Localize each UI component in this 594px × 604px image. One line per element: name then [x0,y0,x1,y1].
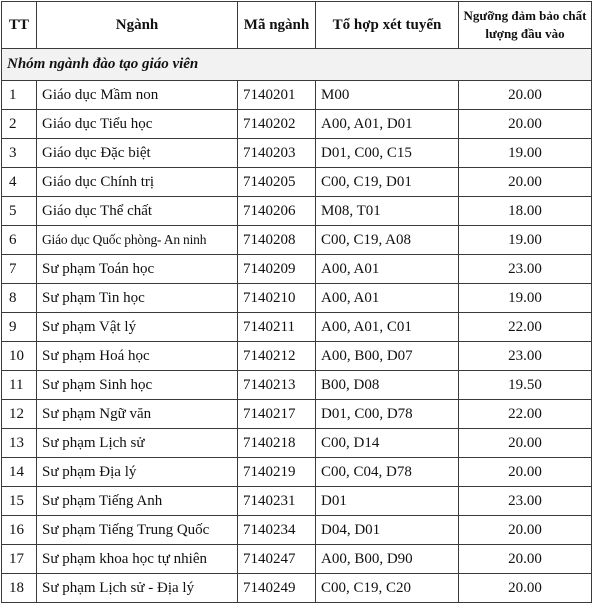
table-row [2,139,592,168]
row-number: 2 [2,110,37,139]
major-code: 7140201 [238,81,316,110]
major-code: 7140247 [238,545,316,574]
table-row [2,255,592,284]
subject-combination: C00, D14 [316,429,459,458]
row-number: 5 [2,197,37,226]
major-code: 7140219 [238,458,316,487]
table-row [2,226,592,255]
major-name: Sư phạm Ngữ văn [37,400,238,429]
subject-combination: A00, B00, D90 [316,545,459,574]
header-tt: TT [2,2,37,49]
major-code: 7140211 [238,313,316,342]
row-number: 9 [2,313,37,342]
table-body [2,49,592,603]
major-code: 7140213 [238,371,316,400]
header-row [2,2,592,49]
table-row [2,284,592,313]
major-code: 7140234 [238,516,316,545]
row-number: 15 [2,487,37,516]
major-name: Sư phạm khoa học tự nhiên [37,545,238,574]
major-name: Sư phạm Sinh học [37,371,238,400]
table-row [2,487,592,516]
subject-combination: C00, C19, A08 [316,226,459,255]
table-row [2,458,592,487]
major-name: Sư phạm Tiếng Trung Quốc [37,516,238,545]
subject-combination: C00, C04, D78 [316,458,459,487]
subject-combination: M08, T01 [316,197,459,226]
subject-combination: C00, C19, D01 [316,168,459,197]
subject-combination: M00 [316,81,459,110]
major-name: Sư phạm Tiếng Anh [37,487,238,516]
threshold-score: 20.00 [459,545,592,574]
major-name: Sư phạm Lịch sử - Địa lý [37,574,238,603]
table-row [2,371,592,400]
subject-combination: A00, A01 [316,284,459,313]
major-name: Sư phạm Lịch sử [37,429,238,458]
row-number: 14 [2,458,37,487]
header-code: Mã ngành [238,2,316,49]
threshold-score: 23.00 [459,255,592,284]
major-name: Sư phạm Địa lý [37,458,238,487]
subject-combination: A00, A01, C01 [316,313,459,342]
threshold-score: 20.00 [459,168,592,197]
threshold-score: 20.00 [459,81,592,110]
threshold-score: 19.00 [459,226,592,255]
admission-threshold-table-page [1,1,591,601]
major-code: 7140249 [238,574,316,603]
table-row [2,342,592,371]
row-number: 3 [2,139,37,168]
major-code: 7140208 [238,226,316,255]
threshold-score: 20.00 [459,516,592,545]
major-code: 7140205 [238,168,316,197]
row-number: 13 [2,429,37,458]
major-code: 7140206 [238,197,316,226]
table-row [2,313,592,342]
threshold-score: 22.00 [459,400,592,429]
table-row [2,81,592,110]
row-number: 6 [2,226,37,255]
major-name: Giáo dục Mầm non [37,81,238,110]
major-name [37,226,238,255]
row-number: 18 [2,574,37,603]
major-name: Giáo dục Tiểu học [37,110,238,139]
group-row [2,49,592,81]
table-row [2,574,592,603]
major-code: 7140217 [238,400,316,429]
subject-combination: C00, C19, C20 [316,574,459,603]
subject-combination: D04, D01 [316,516,459,545]
subject-combination: A00, B00, D07 [316,342,459,371]
table-row [2,110,592,139]
threshold-score: 19.50 [459,371,592,400]
major-code: 7140203 [238,139,316,168]
subject-combination: D01 [316,487,459,516]
major-name: Sư phạm Vật lý [37,313,238,342]
threshold-score: 22.00 [459,313,592,342]
threshold-score: 18.00 [459,197,592,226]
threshold-score: 20.00 [459,110,592,139]
threshold-score: 23.00 [459,487,592,516]
row-number: 7 [2,255,37,284]
major-name: Sư phạm Tin học [37,284,238,313]
subject-combination: D01, C00, D78 [316,400,459,429]
threshold-score: 23.00 [459,342,592,371]
row-number: 12 [2,400,37,429]
major-code: 7140231 [238,487,316,516]
table-row [2,545,592,574]
major-name: Giáo dục Thể chất [37,197,238,226]
table-row [2,168,592,197]
subject-combination: A00, A01, D01 [316,110,459,139]
subject-combination: A00, A01 [316,255,459,284]
threshold-score: 20.00 [459,574,592,603]
row-number: 16 [2,516,37,545]
subject-combination: B00, D08 [316,371,459,400]
threshold-score: 19.00 [459,284,592,313]
threshold-score: 19.00 [459,139,592,168]
major-code: 7140209 [238,255,316,284]
table-row [2,197,592,226]
header-combo: Tổ hợp xét tuyển [316,2,459,49]
row-number: 4 [2,168,37,197]
table-row [2,429,592,458]
row-number: 1 [2,81,37,110]
header-threshold: Ngưỡng đảm bảo chất lượng đầu vào [459,2,592,49]
table-row [2,516,592,545]
major-code: 7140218 [238,429,316,458]
major-code: 7140212 [238,342,316,371]
table-row [2,400,592,429]
major-name: Giáo dục Đặc biệt [37,139,238,168]
table-header [2,2,592,49]
major-name: Giáo dục Chính trị [37,168,238,197]
subject-combination: D01, C00, C15 [316,139,459,168]
header-major: Ngành [37,2,238,49]
row-number: 8 [2,284,37,313]
major-code: 7140210 [238,284,316,313]
row-number: 10 [2,342,37,371]
threshold-score: 20.00 [459,429,592,458]
major-name: Sư phạm Toán học [37,255,238,284]
admission-threshold-table [1,1,592,603]
major-name-text: Giáo dục Quốc phòng- An ninh [42,231,207,247]
threshold-score: 20.00 [459,458,592,487]
group-title: Nhóm ngành đào tạo giáo viên [2,49,592,81]
major-code: 7140202 [238,110,316,139]
row-number: 11 [2,371,37,400]
row-number: 17 [2,545,37,574]
major-name: Sư phạm Hoá học [37,342,238,371]
